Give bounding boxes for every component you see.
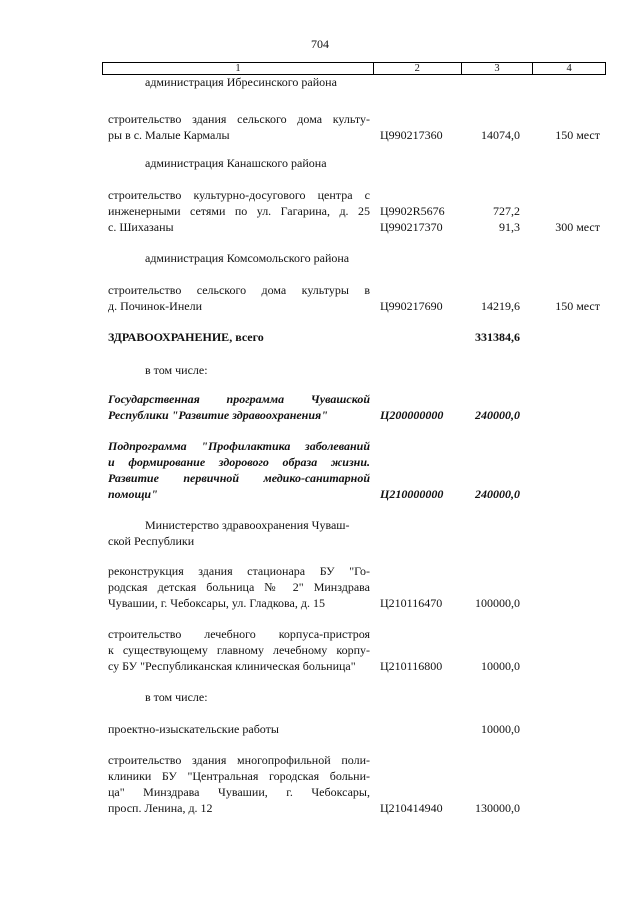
row-description <box>108 111 370 143</box>
desc-line: ры в с. Малые Кармалы <box>108 128 230 142</box>
desc-line: су БУ "Республиканская клиническая больница" <box>108 659 356 673</box>
row-amount: 240000,0 <box>475 408 520 422</box>
desc-line: строительство лечебного корпуса-пристроя <box>108 627 370 641</box>
row-description <box>108 391 370 423</box>
row-code: Ц200000000 <box>380 408 444 422</box>
row-amount: 91,3 <box>499 220 520 234</box>
desc-line: Развитие первичной медико-санитарной <box>108 471 370 485</box>
row-description <box>108 282 370 314</box>
row-description <box>108 517 370 549</box>
page-number: 704 <box>311 37 329 51</box>
desc-line: строительство здания сельского дома культу- <box>108 112 370 126</box>
row-capacity: 300 мест <box>555 220 600 234</box>
desc-line: строительство культурно-досугового центра с <box>108 188 370 202</box>
row-capacity: 150 мест <box>555 299 600 313</box>
row-code: Ц210414940 <box>380 801 443 815</box>
row-description: в том числе: <box>145 363 208 377</box>
row-code: Ц9902R5676 <box>380 204 445 218</box>
desc-line: клиники БУ "Центральная городская больни- <box>108 769 370 783</box>
row-capacity: 150 мест <box>555 128 600 142</box>
desc-line: просп. Ленина, д. 12 <box>108 801 213 815</box>
desc-line: Чувашии, г. Чебоксары, ул. Гладкова, д. 15 <box>108 596 325 610</box>
row-description: в том числе: <box>145 690 208 704</box>
header-col-2: 2 <box>374 63 462 74</box>
row-description: администрация Комсомольского района <box>145 251 350 265</box>
row-code: Ц990217690 <box>380 299 443 313</box>
row-amount: 100000,0 <box>475 596 520 610</box>
desc-line: помощи" <box>108 487 158 501</box>
desc-line: строительство здания многопрофильной поли- <box>108 753 370 767</box>
row-amount: 727,2 <box>493 204 520 218</box>
desc-line: инженерными сетями по ул. Гагарина, д. 25 <box>108 204 370 218</box>
desc-line: Республики "Развитие здравоохранения" <box>108 408 328 422</box>
row-code: Ц210116470 <box>380 596 443 610</box>
desc-line: д. Починок-Инели <box>108 299 202 313</box>
header-col-3: 3 <box>462 63 534 74</box>
row-amount: 240000,0 <box>475 487 520 501</box>
desc-line: строительство сельского дома культуры в <box>108 283 370 297</box>
row-description <box>108 752 370 816</box>
row-amount: 331384,6 <box>475 330 520 344</box>
desc-line: Государственная программа Чувашской <box>108 392 370 406</box>
row-description <box>108 563 370 611</box>
desc-line: реконструкция здания стационара БУ "Го- <box>108 564 370 578</box>
row-description: администрация Канашского района <box>145 156 327 170</box>
desc-line: ца" Минздрава Чувашии, г. Чебоксары, <box>108 785 370 799</box>
row-description <box>108 438 370 502</box>
header-col-1: 1 <box>103 63 374 74</box>
header-col-4: 4 <box>566 63 572 74</box>
row-description <box>108 187 370 235</box>
row-code: Ц990217360 <box>380 128 443 142</box>
desc-line: ской Республики <box>108 534 195 548</box>
row-code: Ц990217370 <box>380 220 443 234</box>
desc-line: родская детская больница № 2" Минздрава <box>108 580 370 594</box>
desc-line: с. Шихазаны <box>108 220 174 234</box>
row-code: Ц210116800 <box>380 659 443 673</box>
desc-line: Подпрограмма "Профилактика заболеваний <box>108 439 370 453</box>
desc-line: к существующему главному лечебному корпу- <box>108 643 370 657</box>
row-description: проектно-изыскательские работы <box>108 722 279 736</box>
row-amount: 14219,6 <box>481 299 520 313</box>
row-description: ЗДРАВООХРАНЕНИЕ, всего <box>108 330 264 344</box>
row-amount: 14074,0 <box>481 128 520 142</box>
row-amount: 10000,0 <box>481 659 520 673</box>
row-description: администрация Ибресинского района <box>145 75 337 89</box>
row-amount: 130000,0 <box>475 801 520 815</box>
desc-line: и формирование здорового образа жизни. <box>108 455 370 469</box>
desc-line: Министерство здравоохранения Чуваш- <box>145 518 350 532</box>
row-description <box>108 626 370 674</box>
row-amount: 10000,0 <box>481 722 520 736</box>
row-code: Ц210000000 <box>380 487 444 501</box>
